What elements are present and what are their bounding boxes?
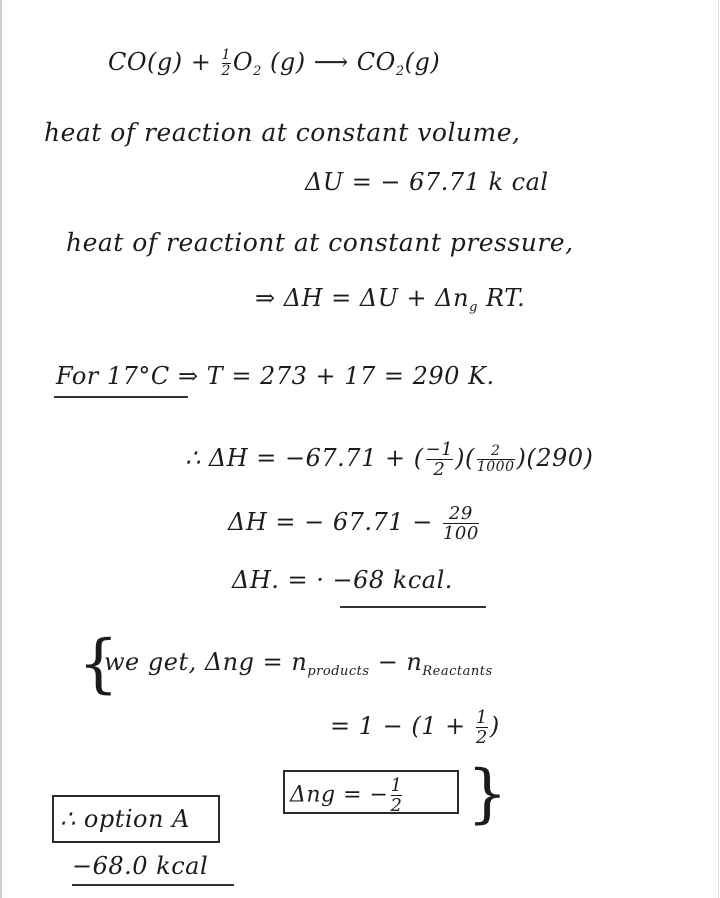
- reaction-product-co2: CO: [356, 48, 396, 76]
- fraction-denominator: 100: [442, 523, 479, 544]
- simplified-start: ΔH = − 67.71 −: [228, 508, 441, 536]
- half-fraction: [222, 48, 231, 79]
- answer-underline: [72, 884, 234, 886]
- reaction-arrow: ⟶: [305, 48, 357, 76]
- substitution-end: )(290): [516, 444, 594, 472]
- delta-h-substitution: [185, 440, 593, 479]
- substitution-mid: )(: [455, 444, 475, 472]
- delta-ng-result: [290, 776, 404, 815]
- co2-subscript: 2: [395, 64, 405, 79]
- fraction-numerator: −1: [425, 439, 454, 460]
- fraction-numerator: 2: [490, 443, 501, 459]
- fraction-numerator: 1: [390, 775, 403, 796]
- half-numerator: 1: [221, 47, 231, 63]
- fraction-denominator: 2: [475, 727, 488, 748]
- temperature-line: [56, 362, 495, 390]
- temperature-equation: ⇒ T = 273 + 17 = 290 K.: [177, 362, 495, 390]
- reactants-subscript: Reactants: [422, 664, 493, 679]
- fraction-denominator: 2: [433, 459, 446, 480]
- fraction-numerator: 29: [448, 503, 473, 524]
- reaction-equation: [108, 48, 440, 79]
- fraction-minus-half: [426, 440, 454, 479]
- fraction-half: [476, 708, 488, 747]
- delta-n-subscript: g: [469, 300, 478, 315]
- delta-h-result: ΔH. = · −68 kcal.: [232, 566, 453, 594]
- delta-ng-calculation: [330, 708, 500, 747]
- reaction-reactant-co: CO(g) +: [108, 48, 220, 76]
- delta-h-formula: [255, 284, 525, 315]
- fraction-result: [391, 776, 403, 815]
- answer-option: ∴ option A: [60, 805, 190, 833]
- result-underline: [340, 606, 486, 608]
- delta-u-equation: ΔU = − 67.71 k cal: [305, 168, 549, 196]
- delta-ng-result-text: Δng = −: [290, 782, 389, 808]
- delta-ng-definition: [104, 648, 493, 679]
- constant-volume-heading: heat of reaction at constant volume,: [44, 118, 521, 147]
- fraction-denominator: 1000: [476, 459, 515, 475]
- co2-phase: (g): [404, 48, 441, 76]
- half-denominator: 2: [221, 63, 231, 79]
- delta-h-simplified: [228, 504, 481, 543]
- constant-pressure-heading: heat of reactiont at constant pressure,: [66, 228, 574, 257]
- delta-h-formula-main: ⇒ ΔH = ΔU + Δn: [255, 284, 470, 312]
- fraction-numerator: 1: [475, 707, 488, 728]
- fraction-29-over-100: [443, 504, 479, 543]
- products-subscript: products: [307, 664, 370, 679]
- page-left-edge: [0, 0, 2, 898]
- delta-ng-start: we get, Δng = n: [104, 648, 308, 676]
- delta-ng-calc-end: ): [489, 712, 500, 740]
- left-curly-brace: {: [78, 627, 119, 701]
- temperature-label: For 17°C: [56, 362, 170, 390]
- reaction-reactant-o2: O: [232, 48, 254, 76]
- o2-phase: (g): [261, 48, 306, 76]
- answer-value: −68.0 kcal: [72, 852, 209, 880]
- o2-subscript: 2: [253, 64, 262, 79]
- delta-ng-calc-start: = 1 − (1 +: [330, 712, 474, 740]
- substitution-start: ∴ ΔH = −67.71 + (: [185, 444, 424, 472]
- fraction-denominator: 2: [390, 795, 403, 816]
- temperature-underline: [54, 396, 188, 398]
- delta-h-formula-rt: RT.: [477, 284, 526, 312]
- page-right-edge: [718, 0, 719, 898]
- delta-ng-minus: − n: [369, 648, 423, 676]
- right-curly-brace: }: [467, 757, 508, 831]
- fraction-r-value: [477, 444, 515, 475]
